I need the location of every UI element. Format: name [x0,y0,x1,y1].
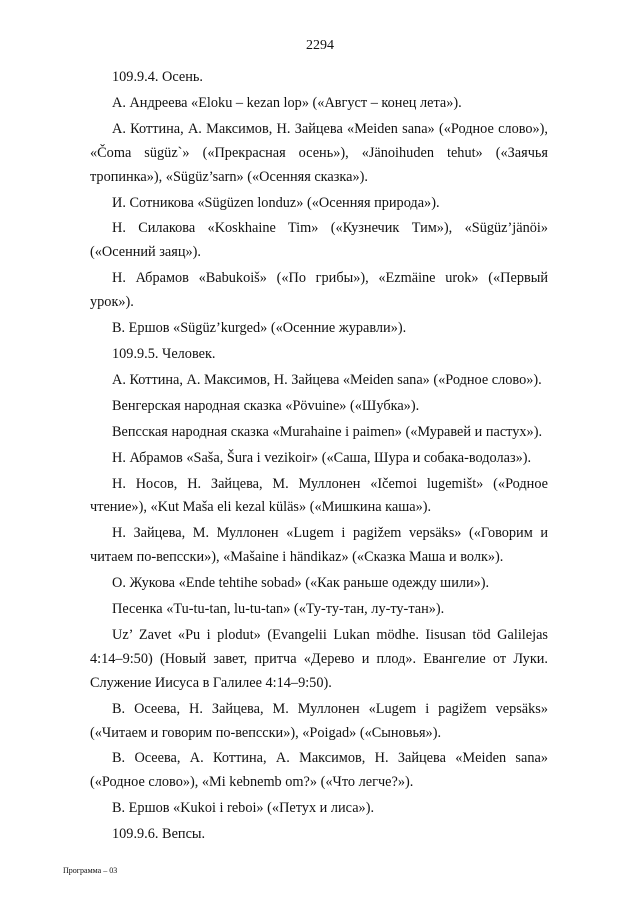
paragraph: Uz’ Zavet «Pu i plodut» (Evangelii Lukan mödhe. Iisusan töd Galilejas 4:14–9:50) (Новый завет, притча «Дерево и плод». Евангелие от Луки. Служение Иисуса в Галилее 4:14–9:50). [90,626,548,691]
paragraph: А. Коттина, А. Максимов, Н. Зайцева «Meiden sana» («Родное слово»). [112,371,542,388]
section-heading: 109.9.6. Вепсы. [112,826,206,843]
paragraph: В. Осеева, А. Коттина, А. Максимов, Н. Зайцева «Meiden sana» («Родное слово»), «Mi kebnemb om?» («Что легче?»). [90,750,548,791]
section-heading: 109.9.4. Осень. [112,69,203,85]
paragraph: Н. Абрамов «Babukoiš» («По грибы»), «Ezmäine urok» («Первый урок»). [90,270,548,311]
paragraph: В. Ершов «Kukoi i reboi» («Петух и лиса»). [112,800,375,817]
paragraph: Н. Силакова «Koskhaine Tim» («Кузнечик Тим»), «Sügüz’jänöi» («Осенний заяц»). [90,220,548,261]
paragraph: Венгерская народная сказка «Pövuine» («Шубка»). [112,397,420,414]
paragraph: Н. Абрамов «Saša, Šura i vezikoir» («Саша, Шура и собака-водолаз»). [112,449,532,466]
paragraph: О. Жукова «Ende tehtihe sobad» («Как раньше одежду шили»). [112,575,490,592]
document-body [90,66,548,849]
section-heading: 109.9.5. Человек. [112,345,216,362]
paragraph: В. Осеева, Н. Зайцева, М. Муллонен «Lugem i pagižem vepsäks» («Читаем и говорим по-вепсски»), «Poigad» («Сыновья»). [90,700,548,741]
paragraph: Н. Зайцева, М. Муллонен «Lugem i pagižem vepsäks» («Говорим и читаем по-вепсски»), «Mašaine i händikaz» («Сказка Маша и волк»). [90,525,548,566]
paragraph: И. Сотникова «Sügüzen londuz» («Осенняя природа»). [112,194,440,211]
page-footer: Программа – 03 [63,866,118,875]
paragraph: Песенка «Tu-tu-tan, lu-tu-tan» («Ту-ту-тан, лу-ту-тан»). [112,601,445,618]
paragraph: А. Андреева «Eloku – kezan lop» («Август – конец лета»). [112,94,462,111]
paragraph: В. Ершов «Sügüz’kurged» («Осенние журавли»). [112,320,407,337]
paragraph: Н. Носов, Н. Зайцева, М. Муллонен «Ičemoi lugemišt» («Родное чтение»), «Kut Maša eli kezal küläs» («Мишкина каша»). [90,475,548,516]
page-number: 2294 [306,38,334,53]
paragraph: А. Коттина, А. Максимов, Н. Зайцева «Meiden sana» («Родное слово»), «Čoma sügüz`» («Прекрасная осень»), «Jänoihuden tehut» («Заячья тропинка»), «Sügüz’sarn» («Осенняя сказка»). [90,120,548,185]
paragraph: Вепсская народная сказка «Murahaine i paimen» («Муравей и пастух»). [112,423,543,440]
